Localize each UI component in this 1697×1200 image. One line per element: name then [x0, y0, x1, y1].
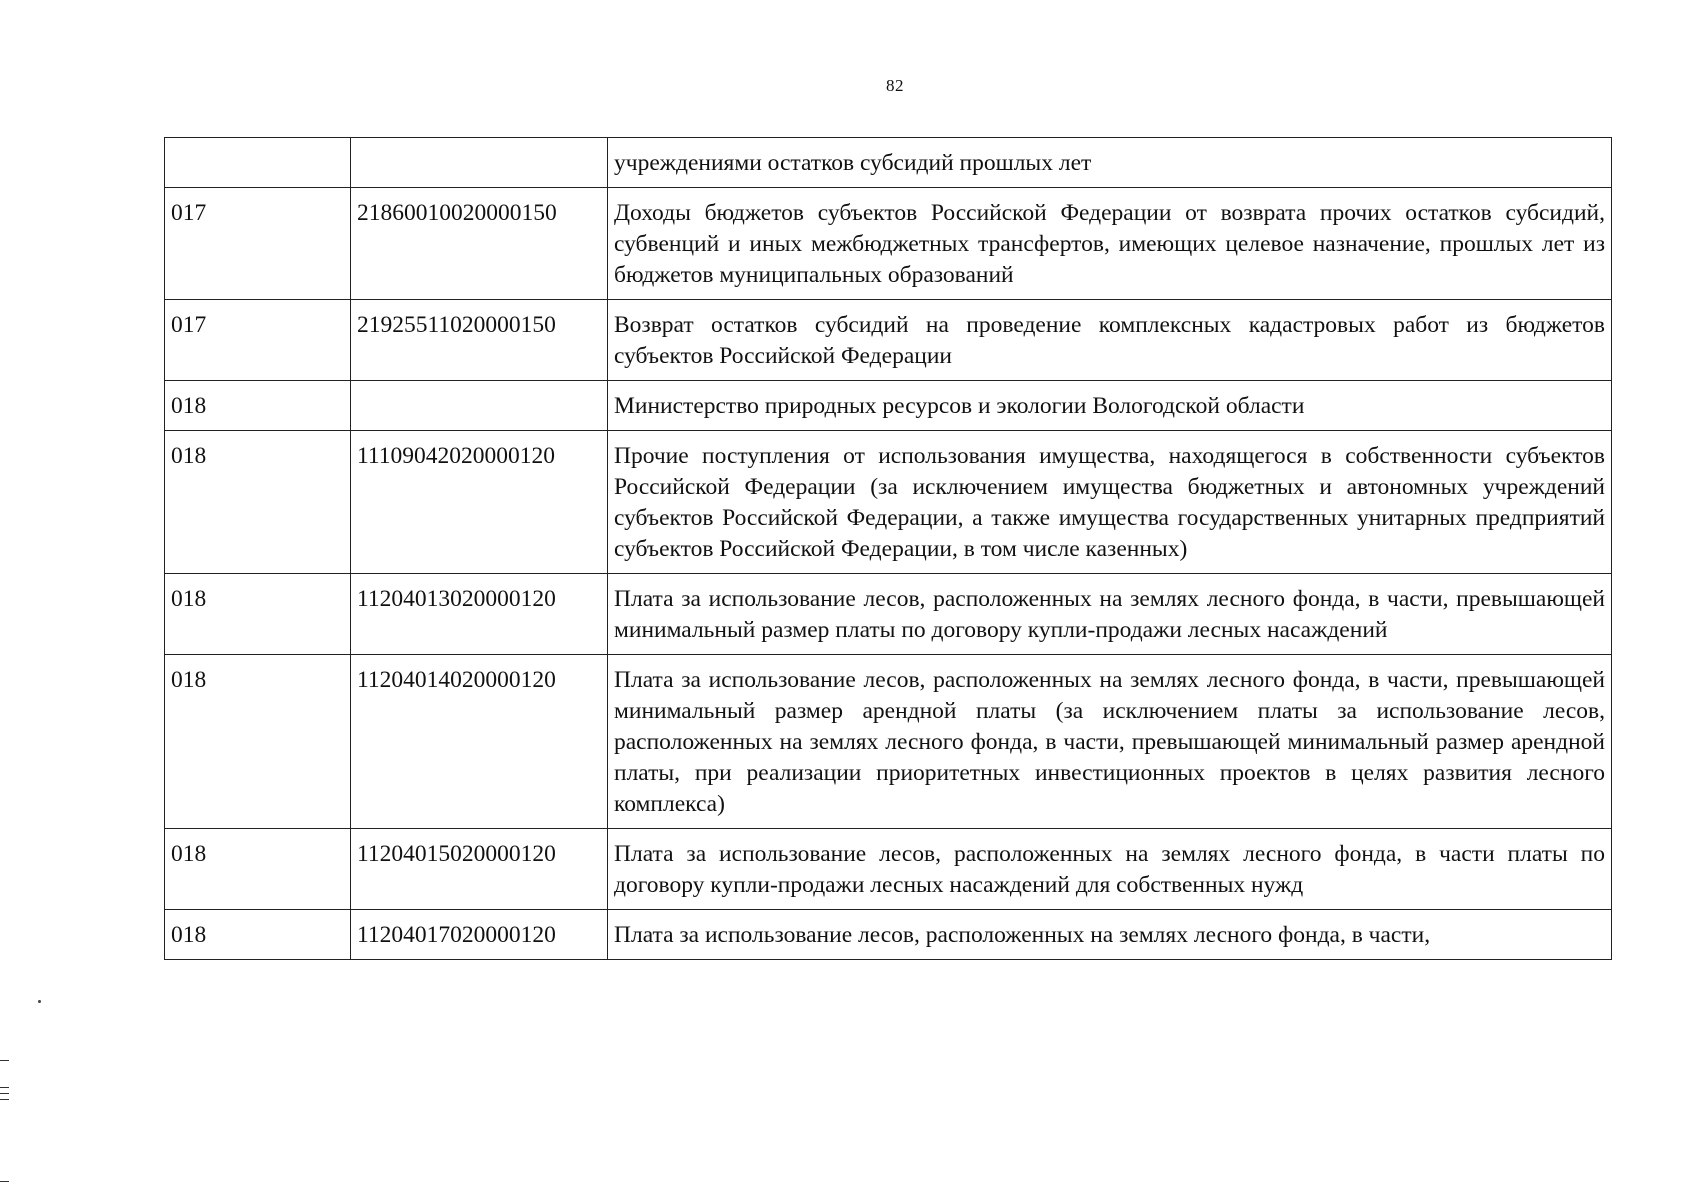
budget-code-cell: 11204015020000120 [351, 829, 608, 910]
table-row [165, 138, 1612, 188]
admin-code-cell: 018 [165, 381, 351, 431]
admin-code-cell: 018 [165, 431, 351, 574]
admin-code-cell: 018 [165, 829, 351, 910]
revenue-codes-table [164, 137, 1612, 960]
scan-margin-mark [0, 1087, 9, 1088]
admin-code-cell: 017 [165, 188, 351, 300]
table-row [165, 829, 1612, 910]
description-cell: Доходы бюджетов субъектов Российской Федерации от возврата прочих остатков субсидий, субвенций и иных межбюджетных трансфертов, имеющих целевое назначение, прошлых лет из бюджетов муниципальных образований [608, 188, 1612, 300]
budget-code-cell [351, 138, 608, 188]
budget-code-cell: 11204014020000120 [351, 655, 608, 829]
budget-code-cell: 21860010020000150 [351, 188, 608, 300]
scan-speck [38, 1000, 41, 1003]
scan-margin-mark [0, 1181, 9, 1182]
budget-code-cell: 11204013020000120 [351, 574, 608, 655]
admin-code-cell [165, 138, 351, 188]
description-cell: Министерство природных ресурсов и экологии Вологодской области [608, 381, 1612, 431]
description-cell: Возврат остатков субсидий на проведение комплексных кадастровых работ из бюджетов субъектов Российской Федерации [608, 300, 1612, 381]
table-row [165, 381, 1612, 431]
description-cell: Плата за использование лесов, расположенных на землях лесного фонда, в части платы по договору купли-продажи лесных насаждений для собственных нужд [608, 829, 1612, 910]
description-cell: Плата за использование лесов, расположенных на землях лесного фонда, в части, [608, 910, 1612, 960]
page-number: 82 [886, 76, 904, 95]
scan-margin-mark [0, 1060, 9, 1061]
admin-code-cell: 018 [165, 655, 351, 829]
budget-code-cell: 11109042020000120 [351, 431, 608, 574]
table-row [165, 910, 1612, 960]
admin-code-cell: 018 [165, 574, 351, 655]
table-row [165, 300, 1612, 381]
description-cell: Плата за использование лесов, расположенных на землях лесного фонда, в части, превышающей минимальный размер арендной платы (за исключением платы за использование лесов, расположенных на землях лесного фонда, в части, превышающей минимальный размер арендной платы, при реализации приоритетных инвестиционных проектов в целях развития лесного комплекса) [608, 655, 1612, 829]
admin-code-cell: 017 [165, 300, 351, 381]
budget-code-cell: 11204017020000120 [351, 910, 608, 960]
budget-code-cell: 21925511020000150 [351, 300, 608, 381]
table-row [165, 188, 1612, 300]
table-row [165, 574, 1612, 655]
admin-code-cell: 018 [165, 910, 351, 960]
description-cell: учреждениями остатков субсидий прошлых лет [608, 138, 1612, 188]
scan-margin-mark [0, 1093, 9, 1094]
scan-margin-mark [0, 1099, 9, 1100]
description-cell: Прочие поступления от использования имущества, находящегося в собственности субъектов Российской Федерации (за исключением имущества бюджетных и автономных учреждений субъектов Российской Федерации, а также имущества государственных унитарных предприятий субъектов Российской Федерации, в том числе казенных) [608, 431, 1612, 574]
budget-code-cell [351, 381, 608, 431]
table-row [165, 431, 1612, 574]
table-row [165, 655, 1612, 829]
table-body [165, 138, 1612, 960]
description-cell: Плата за использование лесов, расположенных на землях лесного фонда, в части, превышающей минимальный размер платы по договору купли-продажи лесных насаждений [608, 574, 1612, 655]
